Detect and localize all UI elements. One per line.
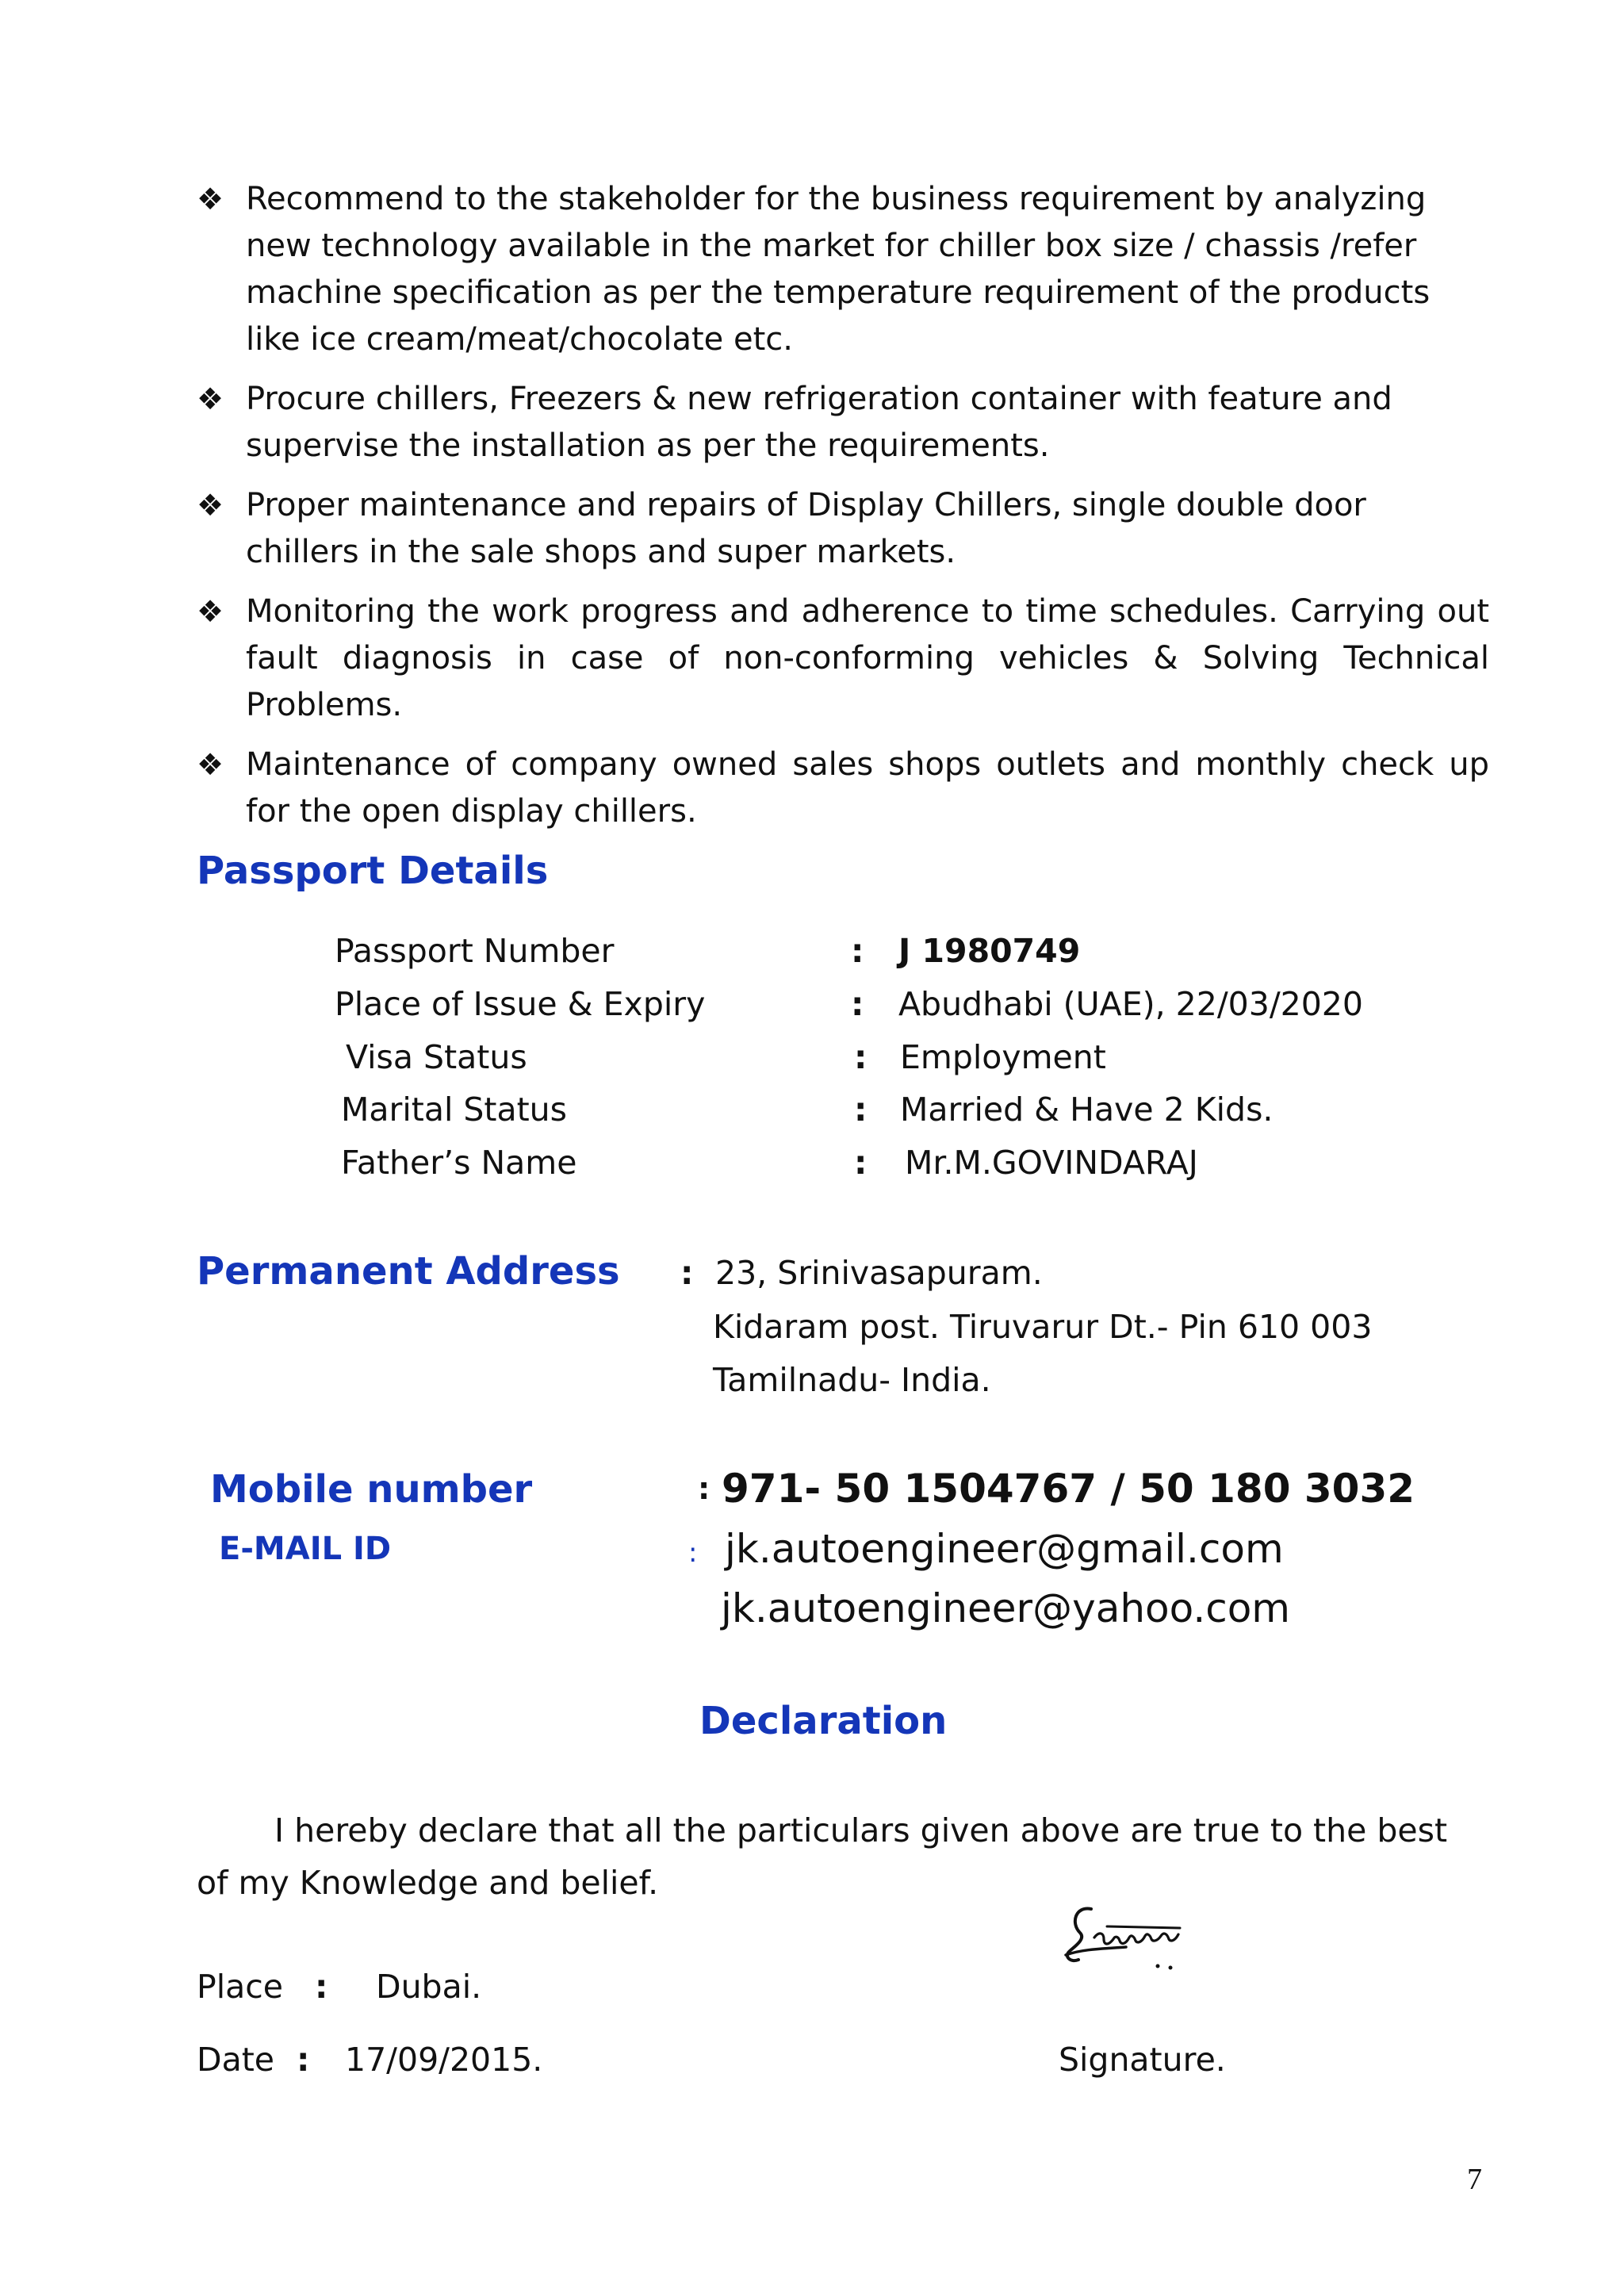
passport-details-heading: Passport Details <box>197 849 549 893</box>
address-line-2: Kidaram post. Tiruvarur Dt.- Pin 610 003 <box>713 1308 1373 1346</box>
permanent-address-heading: Permanent Address <box>197 1249 620 1294</box>
date-value: 17/09/2015. <box>345 2041 543 2079</box>
diamond-bullet-icon: ❖ <box>197 594 224 629</box>
declaration-heading: Declaration <box>699 1699 948 1743</box>
page-number: 7 <box>1467 2163 1482 2196</box>
separator: : <box>851 985 864 1023</box>
passport-number-value: J 1980749 <box>898 932 1081 970</box>
diamond-bullet-icon: ❖ <box>197 381 224 416</box>
separator: : <box>297 2041 310 2079</box>
separator: : <box>698 1471 710 1506</box>
separator: : <box>851 932 864 970</box>
marital-status-label: Marital Status <box>341 1091 568 1129</box>
separator: : <box>854 1091 868 1129</box>
handwritten-signature <box>1059 1892 1202 1987</box>
place-of-issue-value: Abudhabi (UAE), 22/03/2020 <box>898 985 1363 1023</box>
separator: : <box>854 1144 868 1182</box>
bullet-text: Maintenance of company owned sales shops outlets and monthly check up for the open display chillers. <box>246 746 1489 830</box>
email-value-2: jk.autoengineer@yahoo.com <box>721 1585 1291 1631</box>
fathers-name-value: Mr.M.GOVINDARAJ <box>905 1144 1198 1182</box>
bullet-text: Procure chillers, Freezers & new refrigeration container with feature and supervise the installation as per the requirements. <box>246 381 1392 464</box>
visa-status-label: Visa Status <box>346 1038 527 1076</box>
list-item <box>197 742 1489 835</box>
list-item <box>197 482 1489 576</box>
bullet-text: Proper maintenance and repairs of Display Chillers, single double door chillers in the sale shops and super markets. <box>246 487 1366 570</box>
signature-label: Signature. <box>1059 2041 1226 2079</box>
bullet-text: Recommend to the stakeholder for the business requirement by analyzing new technology available in the market for chiller box size / chassis /refer machine specification as per the temperature requirement of the products like ice cream/meat/chocolate etc. <box>246 181 1431 358</box>
email-label: E-MAIL ID <box>219 1531 392 1567</box>
list-item <box>197 376 1489 470</box>
declaration-statement: I hereby declare that all the particulars given above are true to the best of my Knowledge and belief. <box>197 1811 1448 1902</box>
declaration-text <box>197 1804 1481 1909</box>
mobile-number-value: 971- 50 1504767 / 50 180 3032 <box>722 1466 1415 1512</box>
responsibilities-list <box>197 176 1489 848</box>
mobile-number-label: Mobile number <box>210 1467 533 1512</box>
place-of-issue-label: Place of Issue & Expiry <box>335 985 706 1023</box>
place-value: Dubai. <box>376 1968 482 2006</box>
passport-number-label: Passport Number <box>335 932 615 970</box>
diamond-bullet-icon: ❖ <box>197 488 224 523</box>
diamond-bullet-icon: ❖ <box>197 182 224 217</box>
list-item <box>197 588 1489 729</box>
list-item <box>197 176 1489 363</box>
visa-status-value: Employment <box>900 1038 1106 1076</box>
marital-status-value: Married & Have 2 Kids. <box>900 1091 1274 1129</box>
separator: : <box>680 1254 694 1292</box>
diamond-bullet-icon: ❖ <box>197 747 224 782</box>
bullet-text: Monitoring the work progress and adherence to time schedules. Carrying out fault diagnosis in case of non-conforming vehicles & Solving Technical Problems. <box>246 593 1489 723</box>
separator: : <box>688 1537 698 1569</box>
separator: : <box>315 1968 328 2006</box>
address-line-1: 23, Srinivasapuram. <box>715 1254 1043 1292</box>
address-line-3: Tamilnadu- India. <box>713 1361 991 1399</box>
place-label: Place <box>197 1968 284 2006</box>
separator: : <box>854 1038 868 1076</box>
date-label: Date <box>197 2041 274 2079</box>
fathers-name-label: Father’s Name <box>341 1144 577 1182</box>
email-value-1: jk.autoengineer@gmail.com <box>725 1526 1284 1572</box>
